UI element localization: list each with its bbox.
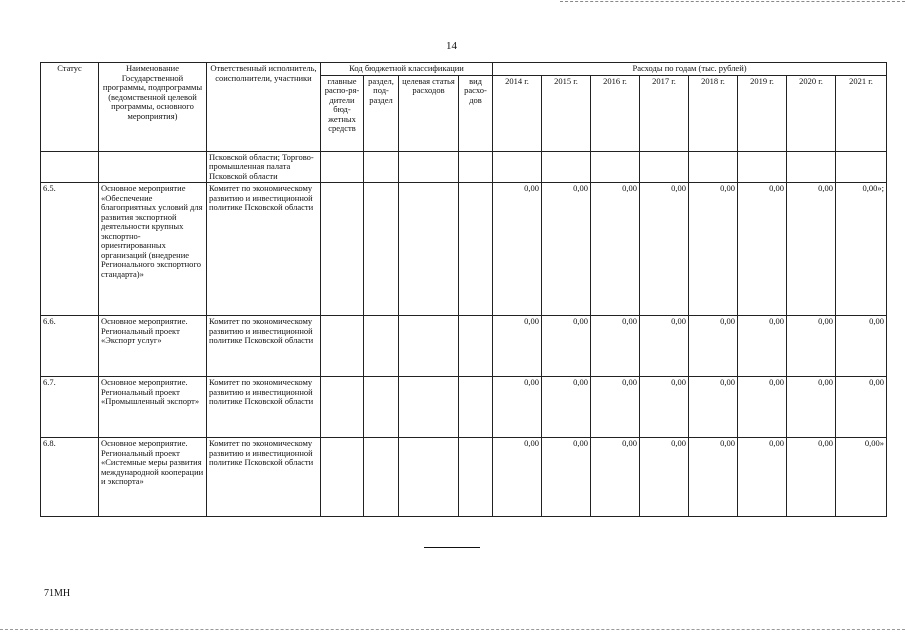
row-value: 0,00: [591, 377, 640, 438]
row-value: 0,00: [787, 316, 836, 377]
row-code-cell: [364, 316, 399, 377]
row-status: 6.7.: [41, 377, 99, 438]
row-value: 0,00: [689, 183, 738, 316]
header-chief-managers: главные распо-ря-дители бюд-жетных средств: [321, 75, 364, 151]
row-value: [542, 151, 591, 183]
row-value: 0,00: [640, 316, 689, 377]
table-row: [41, 316, 887, 377]
header-year: 2017 г.: [640, 75, 689, 151]
table-row: [41, 151, 887, 183]
row-code-cell: [364, 438, 399, 517]
row-value: 0,00: [787, 438, 836, 517]
row-code-cell: [399, 377, 459, 438]
header-program-name: Наименование Государственной программы, подпрограммы (ведомственной целевой программы, основного мероприятия): [99, 63, 207, 152]
row-value: 0,00: [738, 377, 787, 438]
header-year: 2015 г.: [542, 75, 591, 151]
row-name: Основное мероприятие «Обеспечение благоприятных условий для развития экспортной деятельности крупных экспортно-ориентированных организаций (внедрение Регионального экспортного стандарта)»: [99, 183, 207, 316]
header-year: 2019 г.: [738, 75, 787, 151]
row-value: 0,00: [591, 183, 640, 316]
header-year: 2016 г.: [591, 75, 640, 151]
header-year: 2021 г.: [836, 75, 887, 151]
row-status: 6.8.: [41, 438, 99, 517]
row-code-cell: [321, 183, 364, 316]
header-budget-code: Код бюджетной классификации: [321, 63, 493, 76]
row-value: [689, 151, 738, 183]
row-executor: Комитет по экономическому развитию и инвестиционной политике Псковской области: [207, 316, 321, 377]
header-year: 2014 г.: [493, 75, 542, 151]
header-expenses: Расходы по годам (тыс. рублей): [493, 63, 887, 76]
row-code-cell: [364, 183, 399, 316]
row-value: 0,00: [689, 377, 738, 438]
row-code-cell: [459, 438, 493, 517]
row-value: 0,00: [493, 377, 542, 438]
row-value: 0,00: [787, 377, 836, 438]
table-row: [41, 183, 887, 316]
row-executor: Комитет по экономическому развитию и инвестиционной политике Псковской области: [207, 183, 321, 316]
row-value: 0,00: [738, 316, 787, 377]
row-value: 0,00»;: [836, 183, 887, 316]
row-code-cell: [321, 438, 364, 517]
row-value: 0,00: [738, 438, 787, 517]
header-row-1: [41, 63, 887, 76]
row-code-cell: [399, 316, 459, 377]
row-value: 0,00: [542, 438, 591, 517]
row-value: 0,00: [738, 183, 787, 316]
row-code-cell: [459, 316, 493, 377]
row-value: 0,00: [591, 316, 640, 377]
row-value: 0,00: [493, 438, 542, 517]
budget-table: [40, 62, 887, 517]
row-value: [738, 151, 787, 183]
row-value: [787, 151, 836, 183]
row-value: 0,00: [640, 183, 689, 316]
scan-edge-bottom: [0, 629, 905, 630]
row-value: 0,00: [689, 316, 738, 377]
header-expense-type: вид расхо-дов: [459, 75, 493, 151]
row-code-cell: [321, 151, 364, 183]
row-value: 0,00: [493, 316, 542, 377]
table-row: [41, 438, 887, 517]
header-year: 2018 г.: [689, 75, 738, 151]
row-code-cell: [364, 377, 399, 438]
row-value: [640, 151, 689, 183]
row-name: Основное мероприятие. Региональный проект «Экспорт услуг»: [99, 316, 207, 377]
row-value: 0,00: [542, 377, 591, 438]
row-value: 0,00: [689, 438, 738, 517]
page-number: 14: [446, 40, 457, 52]
row-status: [41, 151, 99, 183]
row-value: 0,00: [836, 316, 887, 377]
row-value: [493, 151, 542, 183]
row-code-cell: [399, 183, 459, 316]
row-value: [836, 151, 887, 183]
row-executor: Комитет по экономическому развитию и инвестиционной политике Псковской области: [207, 438, 321, 517]
row-value: 0,00: [640, 438, 689, 517]
row-executor: Псковской области; Торгово-промышленная палата Псковской области: [207, 151, 321, 183]
header-executor: Ответственный исполнитель, соисполнители, участники: [207, 63, 321, 152]
row-code-cell: [459, 183, 493, 316]
row-code-cell: [459, 151, 493, 183]
header-target-article: целевая статья расходов: [399, 75, 459, 151]
row-code-cell: [321, 377, 364, 438]
row-value: 0,00: [542, 183, 591, 316]
row-name: Основное мероприятие. Региональный проект «Промышленный экспорт»: [99, 377, 207, 438]
row-executor: Комитет по экономическому развитию и инвестиционной политике Псковской области: [207, 377, 321, 438]
row-value: [591, 151, 640, 183]
row-code-cell: [399, 151, 459, 183]
table-row: [41, 377, 887, 438]
header-status: Статус: [41, 63, 99, 152]
row-status: 6.5.: [41, 183, 99, 316]
document-code: 71МН: [44, 588, 71, 599]
row-value: 0,00: [836, 377, 887, 438]
header-year: 2020 г.: [787, 75, 836, 151]
scan-edge-top: [560, 1, 905, 2]
row-name: [99, 151, 207, 183]
row-value: 0,00: [493, 183, 542, 316]
header-section: раздел, под-раздел: [364, 75, 399, 151]
row-value: 0,00»: [836, 438, 887, 517]
row-value: 0,00: [591, 438, 640, 517]
footer-divider: [424, 547, 480, 548]
row-value: 0,00: [640, 377, 689, 438]
row-value: 0,00: [542, 316, 591, 377]
row-code-cell: [321, 316, 364, 377]
row-status: 6.6.: [41, 316, 99, 377]
row-code-cell: [459, 377, 493, 438]
row-name: Основное мероприятие. Региональный проект «Системные меры развития международной кооперации и экспорта»: [99, 438, 207, 517]
row-code-cell: [364, 151, 399, 183]
row-value: 0,00: [787, 183, 836, 316]
row-code-cell: [399, 438, 459, 517]
